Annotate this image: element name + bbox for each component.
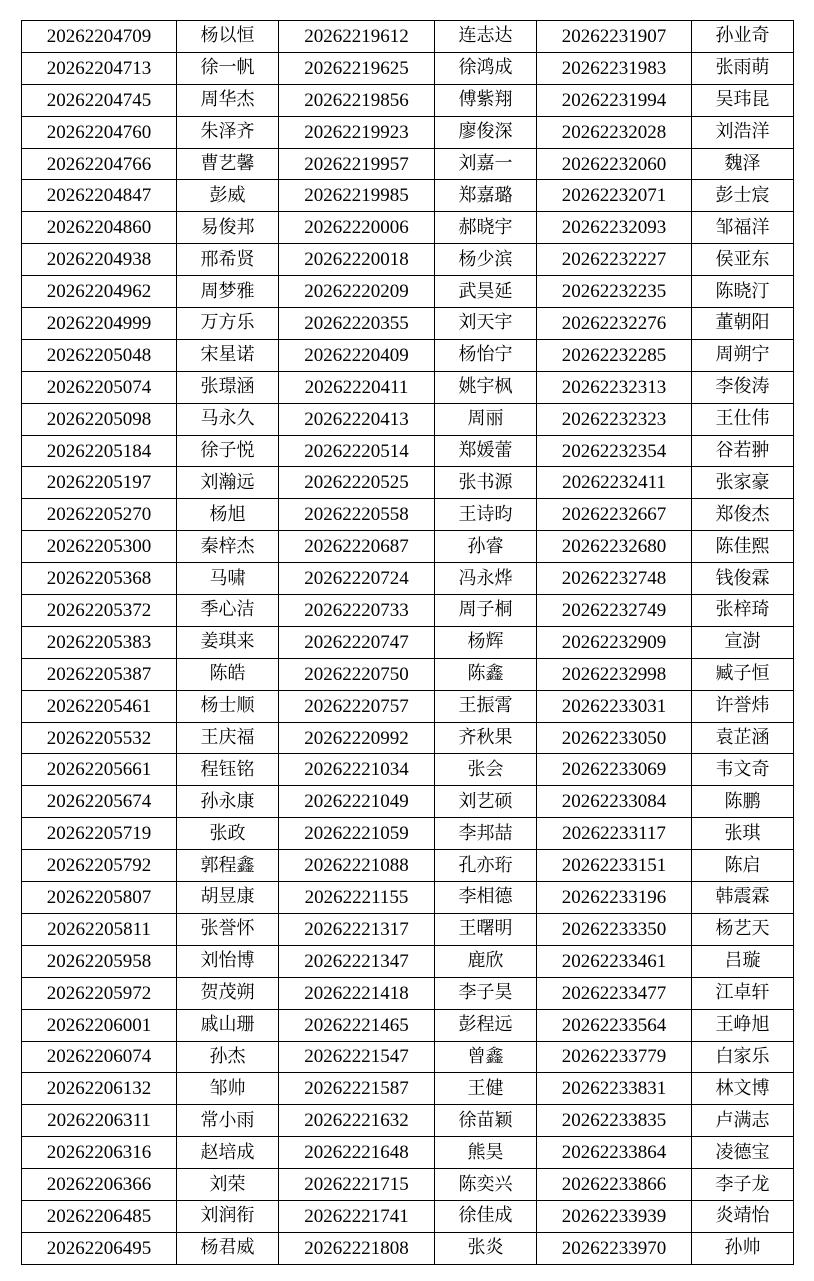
student-name-cell: 郑媛蕾 bbox=[435, 435, 537, 467]
student-id-cell: 20262233350 bbox=[537, 913, 692, 945]
student-name-cell: 徐子悦 bbox=[177, 435, 279, 467]
student-name-cell: 王峥旭 bbox=[692, 1009, 794, 1041]
student-name-cell: 李子龙 bbox=[692, 1169, 794, 1201]
student-id-cell: 20262205972 bbox=[22, 977, 177, 1009]
student-id-cell: 20262233779 bbox=[537, 1041, 692, 1073]
student-id-cell: 20262206366 bbox=[22, 1169, 177, 1201]
student-id-cell: 20262232411 bbox=[537, 467, 692, 499]
table-row bbox=[22, 595, 794, 627]
student-id-cell: 20262232028 bbox=[537, 116, 692, 148]
student-id-cell: 20262219923 bbox=[279, 116, 435, 148]
student-name-cell: 江卓轩 bbox=[692, 977, 794, 1009]
student-name-cell: 许誉炜 bbox=[692, 690, 794, 722]
student-id-cell: 20262232667 bbox=[537, 499, 692, 531]
student-name-cell: 侯亚东 bbox=[692, 244, 794, 276]
student-name-cell: 王仕伟 bbox=[692, 403, 794, 435]
table-row bbox=[22, 148, 794, 180]
student-id-cell: 20262221587 bbox=[279, 1073, 435, 1105]
student-name-cell: 杨士顺 bbox=[177, 690, 279, 722]
student-name-cell: 凌德宝 bbox=[692, 1137, 794, 1169]
student-name-cell: 程钰铭 bbox=[177, 754, 279, 786]
student-name-cell: 徐苗颖 bbox=[435, 1105, 537, 1137]
table-row bbox=[22, 21, 794, 53]
student-id-cell: 20262233564 bbox=[537, 1009, 692, 1041]
student-id-cell: 20262219957 bbox=[279, 148, 435, 180]
table-row bbox=[22, 435, 794, 467]
student-id-cell: 20262233835 bbox=[537, 1105, 692, 1137]
student-id-cell: 20262219856 bbox=[279, 84, 435, 116]
table-row bbox=[22, 1137, 794, 1169]
student-name-cell: 刘嘉一 bbox=[435, 148, 537, 180]
student-name-cell: 陈佳熙 bbox=[692, 531, 794, 563]
table-row bbox=[22, 403, 794, 435]
student-id-cell: 20262232276 bbox=[537, 308, 692, 340]
table-row bbox=[22, 531, 794, 563]
student-id-cell: 20262232749 bbox=[537, 595, 692, 627]
student-id-cell: 20262232354 bbox=[537, 435, 692, 467]
student-name-cell: 孙帅 bbox=[692, 1232, 794, 1264]
student-id-cell: 20262233461 bbox=[537, 945, 692, 977]
student-id-cell: 20262219612 bbox=[279, 21, 435, 53]
student-id-cell: 20262204847 bbox=[22, 180, 177, 212]
student-id-cell: 20262205792 bbox=[22, 850, 177, 882]
table-row bbox=[22, 1200, 794, 1232]
student-name-cell: 郝晓宇 bbox=[435, 212, 537, 244]
student-name-cell: 韩震霖 bbox=[692, 882, 794, 914]
student-name-cell: 姚宇枫 bbox=[435, 371, 537, 403]
student-name-cell: 周丽 bbox=[435, 403, 537, 435]
student-name-cell: 鹿欣 bbox=[435, 945, 537, 977]
table-row bbox=[22, 913, 794, 945]
student-name-cell: 廖俊深 bbox=[435, 116, 537, 148]
student-id-cell: 20262205184 bbox=[22, 435, 177, 467]
student-id-cell: 20262221632 bbox=[279, 1105, 435, 1137]
student-name-cell: 陈鑫 bbox=[435, 658, 537, 690]
student-name-cell: 张会 bbox=[435, 754, 537, 786]
table-row bbox=[22, 1232, 794, 1264]
student-name-cell: 曾鑫 bbox=[435, 1041, 537, 1073]
student-name-cell: 孙睿 bbox=[435, 531, 537, 563]
student-id-cell: 20262205383 bbox=[22, 626, 177, 658]
student-id-cell: 20262232909 bbox=[537, 626, 692, 658]
roster-table bbox=[21, 20, 794, 1265]
student-name-cell: 张家豪 bbox=[692, 467, 794, 499]
student-id-cell: 20262204745 bbox=[22, 84, 177, 116]
student-name-cell: 李子昊 bbox=[435, 977, 537, 1009]
student-id-cell: 20262205098 bbox=[22, 403, 177, 435]
student-id-cell: 20262232748 bbox=[537, 563, 692, 595]
student-name-cell: 宣澍 bbox=[692, 626, 794, 658]
student-name-cell: 谷若翀 bbox=[692, 435, 794, 467]
student-id-cell: 20262205197 bbox=[22, 467, 177, 499]
student-name-cell: 臧子恒 bbox=[692, 658, 794, 690]
student-id-cell: 20262221034 bbox=[279, 754, 435, 786]
roster-body bbox=[22, 21, 794, 1265]
student-id-cell: 20262205300 bbox=[22, 531, 177, 563]
student-name-cell: 周梦雅 bbox=[177, 276, 279, 308]
table-row bbox=[22, 945, 794, 977]
student-name-cell: 刘艺硕 bbox=[435, 786, 537, 818]
student-id-cell: 20262232093 bbox=[537, 212, 692, 244]
table-row bbox=[22, 52, 794, 84]
student-name-cell: 林文博 bbox=[692, 1073, 794, 1105]
student-name-cell: 白家乐 bbox=[692, 1041, 794, 1073]
student-name-cell: 孔亦珩 bbox=[435, 850, 537, 882]
student-name-cell: 齐秋果 bbox=[435, 722, 537, 754]
student-id-cell: 20262232071 bbox=[537, 180, 692, 212]
student-name-cell: 吴玮昆 bbox=[692, 84, 794, 116]
student-name-cell: 周子桐 bbox=[435, 595, 537, 627]
student-name-cell: 冯永烨 bbox=[435, 563, 537, 595]
student-id-cell: 20262232680 bbox=[537, 531, 692, 563]
student-name-cell: 季心洁 bbox=[177, 595, 279, 627]
student-id-cell: 20262220525 bbox=[279, 467, 435, 499]
student-name-cell: 张璟涵 bbox=[177, 371, 279, 403]
student-id-cell: 20262221049 bbox=[279, 786, 435, 818]
student-id-cell: 20262220687 bbox=[279, 531, 435, 563]
student-name-cell: 杨艺天 bbox=[692, 913, 794, 945]
student-name-cell: 王庆福 bbox=[177, 722, 279, 754]
student-id-cell: 20262220558 bbox=[279, 499, 435, 531]
table-row bbox=[22, 563, 794, 595]
student-name-cell: 戚山珊 bbox=[177, 1009, 279, 1041]
student-name-cell: 吕璇 bbox=[692, 945, 794, 977]
student-name-cell: 袁芷涵 bbox=[692, 722, 794, 754]
student-id-cell: 20262206132 bbox=[22, 1073, 177, 1105]
student-name-cell: 陈晓汀 bbox=[692, 276, 794, 308]
student-id-cell: 20262232285 bbox=[537, 339, 692, 371]
student-name-cell: 曹艺馨 bbox=[177, 148, 279, 180]
student-name-cell: 魏泽 bbox=[692, 148, 794, 180]
student-id-cell: 20262221808 bbox=[279, 1232, 435, 1264]
student-name-cell: 刘天宇 bbox=[435, 308, 537, 340]
table-row bbox=[22, 977, 794, 1009]
table-row bbox=[22, 786, 794, 818]
student-id-cell: 20262221155 bbox=[279, 882, 435, 914]
student-id-cell: 20262221547 bbox=[279, 1041, 435, 1073]
student-id-cell: 20262233031 bbox=[537, 690, 692, 722]
student-id-cell: 20262221741 bbox=[279, 1200, 435, 1232]
student-id-cell: 20262231983 bbox=[537, 52, 692, 84]
student-name-cell: 杨少滨 bbox=[435, 244, 537, 276]
student-id-cell: 20262220413 bbox=[279, 403, 435, 435]
student-name-cell: 彭士宸 bbox=[692, 180, 794, 212]
student-name-cell: 秦梓杰 bbox=[177, 531, 279, 563]
student-name-cell: 杨君威 bbox=[177, 1232, 279, 1264]
student-id-cell: 20262205368 bbox=[22, 563, 177, 595]
table-row bbox=[22, 467, 794, 499]
student-id-cell: 20262233866 bbox=[537, 1169, 692, 1201]
table-row bbox=[22, 276, 794, 308]
student-name-cell: 刘怡博 bbox=[177, 945, 279, 977]
student-name-cell: 彭程远 bbox=[435, 1009, 537, 1041]
student-name-cell: 宋星诺 bbox=[177, 339, 279, 371]
student-name-cell: 炎靖怡 bbox=[692, 1200, 794, 1232]
table-row bbox=[22, 850, 794, 882]
student-id-cell: 20262204999 bbox=[22, 308, 177, 340]
student-name-cell: 钱俊霖 bbox=[692, 563, 794, 595]
table-row bbox=[22, 308, 794, 340]
student-name-cell: 刘荣 bbox=[177, 1169, 279, 1201]
student-name-cell: 邹帅 bbox=[177, 1073, 279, 1105]
table-row bbox=[22, 116, 794, 148]
student-id-cell: 20262204760 bbox=[22, 116, 177, 148]
student-id-cell: 20262206495 bbox=[22, 1232, 177, 1264]
table-row bbox=[22, 754, 794, 786]
student-id-cell: 20262220724 bbox=[279, 563, 435, 595]
student-name-cell: 陈皓 bbox=[177, 658, 279, 690]
student-name-cell: 孙杰 bbox=[177, 1041, 279, 1073]
student-name-cell: 邹福洋 bbox=[692, 212, 794, 244]
student-name-cell: 陈启 bbox=[692, 850, 794, 882]
table-row bbox=[22, 1041, 794, 1073]
student-name-cell: 胡昱康 bbox=[177, 882, 279, 914]
student-id-cell: 20262205048 bbox=[22, 339, 177, 371]
student-name-cell: 连志达 bbox=[435, 21, 537, 53]
student-id-cell: 20262204709 bbox=[22, 21, 177, 53]
student-id-cell: 20262233196 bbox=[537, 882, 692, 914]
student-id-cell: 20262232060 bbox=[537, 148, 692, 180]
student-id-cell: 20262205532 bbox=[22, 722, 177, 754]
student-name-cell: 马啸 bbox=[177, 563, 279, 595]
table-row bbox=[22, 84, 794, 116]
student-name-cell: 董朝阳 bbox=[692, 308, 794, 340]
student-name-cell: 杨辉 bbox=[435, 626, 537, 658]
table-row bbox=[22, 180, 794, 212]
student-id-cell: 20262233831 bbox=[537, 1073, 692, 1105]
student-name-cell: 李邦喆 bbox=[435, 818, 537, 850]
student-id-cell: 20262220747 bbox=[279, 626, 435, 658]
student-name-cell: 郑俊杰 bbox=[692, 499, 794, 531]
student-id-cell: 20262221059 bbox=[279, 818, 435, 850]
student-name-cell: 刘瀚远 bbox=[177, 467, 279, 499]
student-name-cell: 张炎 bbox=[435, 1232, 537, 1264]
student-id-cell: 20262220209 bbox=[279, 276, 435, 308]
student-name-cell: 杨怡宁 bbox=[435, 339, 537, 371]
student-name-cell: 周华杰 bbox=[177, 84, 279, 116]
student-id-cell: 20262233084 bbox=[537, 786, 692, 818]
student-id-cell: 20262206316 bbox=[22, 1137, 177, 1169]
student-name-cell: 张梓琦 bbox=[692, 595, 794, 627]
student-name-cell: 郑嘉璐 bbox=[435, 180, 537, 212]
table-row bbox=[22, 1073, 794, 1105]
table-row bbox=[22, 1009, 794, 1041]
table-row bbox=[22, 626, 794, 658]
student-name-cell: 李相德 bbox=[435, 882, 537, 914]
student-id-cell: 20262204962 bbox=[22, 276, 177, 308]
student-id-cell: 20262220757 bbox=[279, 690, 435, 722]
student-name-cell: 马永久 bbox=[177, 403, 279, 435]
student-id-cell: 20262206485 bbox=[22, 1200, 177, 1232]
student-id-cell: 20262204860 bbox=[22, 212, 177, 244]
student-id-cell: 20262221418 bbox=[279, 977, 435, 1009]
student-id-cell: 20262205719 bbox=[22, 818, 177, 850]
student-name-cell: 朱泽齐 bbox=[177, 116, 279, 148]
student-name-cell: 孙永康 bbox=[177, 786, 279, 818]
student-id-cell: 20262232998 bbox=[537, 658, 692, 690]
student-name-cell: 郭程鑫 bbox=[177, 850, 279, 882]
student-id-cell: 20262221317 bbox=[279, 913, 435, 945]
student-id-cell: 20262233939 bbox=[537, 1200, 692, 1232]
student-name-cell: 周朔宁 bbox=[692, 339, 794, 371]
student-id-cell: 20262205674 bbox=[22, 786, 177, 818]
student-id-cell: 20262219625 bbox=[279, 52, 435, 84]
student-id-cell: 20262221648 bbox=[279, 1137, 435, 1169]
student-name-cell: 常小雨 bbox=[177, 1105, 279, 1137]
student-id-cell: 20262233970 bbox=[537, 1232, 692, 1264]
student-name-cell: 王诗昀 bbox=[435, 499, 537, 531]
student-name-cell: 韦文奇 bbox=[692, 754, 794, 786]
student-name-cell: 王曙明 bbox=[435, 913, 537, 945]
student-id-cell: 20262204713 bbox=[22, 52, 177, 84]
student-id-cell: 20262205270 bbox=[22, 499, 177, 531]
student-id-cell: 20262204766 bbox=[22, 148, 177, 180]
student-id-cell: 20262205372 bbox=[22, 595, 177, 627]
student-name-cell: 张琪 bbox=[692, 818, 794, 850]
table-row bbox=[22, 722, 794, 754]
student-name-cell: 刘浩洋 bbox=[692, 116, 794, 148]
student-name-cell: 杨以恒 bbox=[177, 21, 279, 53]
student-name-cell: 杨旭 bbox=[177, 499, 279, 531]
student-name-cell: 李俊涛 bbox=[692, 371, 794, 403]
student-name-cell: 王健 bbox=[435, 1073, 537, 1105]
student-id-cell: 20262221715 bbox=[279, 1169, 435, 1201]
student-id-cell: 20262220733 bbox=[279, 595, 435, 627]
student-name-cell: 万方乐 bbox=[177, 308, 279, 340]
student-id-cell: 20262233477 bbox=[537, 977, 692, 1009]
student-name-cell: 姜琪来 bbox=[177, 626, 279, 658]
student-name-cell: 陈鹏 bbox=[692, 786, 794, 818]
table-row bbox=[22, 212, 794, 244]
student-id-cell: 20262219985 bbox=[279, 180, 435, 212]
student-name-cell: 陈奕兴 bbox=[435, 1169, 537, 1201]
student-id-cell: 20262220750 bbox=[279, 658, 435, 690]
student-name-cell: 张誉怀 bbox=[177, 913, 279, 945]
student-id-cell: 20262232313 bbox=[537, 371, 692, 403]
table-row bbox=[22, 882, 794, 914]
table-row bbox=[22, 244, 794, 276]
student-id-cell: 20262205958 bbox=[22, 945, 177, 977]
student-id-cell: 20262206001 bbox=[22, 1009, 177, 1041]
student-name-cell: 徐鸿成 bbox=[435, 52, 537, 84]
student-id-cell: 20262206074 bbox=[22, 1041, 177, 1073]
table-row bbox=[22, 371, 794, 403]
student-name-cell: 卢满志 bbox=[692, 1105, 794, 1137]
student-id-cell: 20262220411 bbox=[279, 371, 435, 403]
student-id-cell: 20262205807 bbox=[22, 882, 177, 914]
table-row bbox=[22, 658, 794, 690]
student-name-cell: 邢希贤 bbox=[177, 244, 279, 276]
student-name-cell: 刘润衔 bbox=[177, 1200, 279, 1232]
table-row bbox=[22, 818, 794, 850]
student-id-cell: 20262220514 bbox=[279, 435, 435, 467]
table-row bbox=[22, 1105, 794, 1137]
student-name-cell: 孙业奇 bbox=[692, 21, 794, 53]
student-id-cell: 20262221088 bbox=[279, 850, 435, 882]
table-row bbox=[22, 690, 794, 722]
student-id-cell: 20262233864 bbox=[537, 1137, 692, 1169]
student-id-cell: 20262205461 bbox=[22, 690, 177, 722]
student-id-cell: 20262231994 bbox=[537, 84, 692, 116]
student-id-cell: 20262220018 bbox=[279, 244, 435, 276]
student-name-cell: 武昊延 bbox=[435, 276, 537, 308]
student-id-cell: 20262233117 bbox=[537, 818, 692, 850]
student-name-cell: 熊昊 bbox=[435, 1137, 537, 1169]
student-id-cell: 20262220992 bbox=[279, 722, 435, 754]
student-id-cell: 20262205811 bbox=[22, 913, 177, 945]
table-row bbox=[22, 1169, 794, 1201]
student-name-cell: 张政 bbox=[177, 818, 279, 850]
student-id-cell: 20262206311 bbox=[22, 1105, 177, 1137]
student-name-cell: 徐一帆 bbox=[177, 52, 279, 84]
student-name-cell: 张雨萌 bbox=[692, 52, 794, 84]
student-name-cell: 徐佳成 bbox=[435, 1200, 537, 1232]
student-name-cell: 张书源 bbox=[435, 467, 537, 499]
student-id-cell: 20262221347 bbox=[279, 945, 435, 977]
student-id-cell: 20262232323 bbox=[537, 403, 692, 435]
student-id-cell: 20262231907 bbox=[537, 21, 692, 53]
student-id-cell: 20262233151 bbox=[537, 850, 692, 882]
student-id-cell: 20262205387 bbox=[22, 658, 177, 690]
student-id-cell: 20262233069 bbox=[537, 754, 692, 786]
student-id-cell: 20262220355 bbox=[279, 308, 435, 340]
student-id-cell: 20262205074 bbox=[22, 371, 177, 403]
student-name-cell: 傅紫翔 bbox=[435, 84, 537, 116]
table-row bbox=[22, 339, 794, 371]
student-name-cell: 彭威 bbox=[177, 180, 279, 212]
student-name-cell: 王振霄 bbox=[435, 690, 537, 722]
student-id-cell: 20262205661 bbox=[22, 754, 177, 786]
table-row bbox=[22, 499, 794, 531]
student-name-cell: 贺茂朔 bbox=[177, 977, 279, 1009]
student-id-cell: 20262221465 bbox=[279, 1009, 435, 1041]
student-id-cell: 20262204938 bbox=[22, 244, 177, 276]
student-id-cell: 20262232235 bbox=[537, 276, 692, 308]
student-id-cell: 20262232227 bbox=[537, 244, 692, 276]
student-name-cell: 赵培成 bbox=[177, 1137, 279, 1169]
student-name-cell: 易俊邦 bbox=[177, 212, 279, 244]
student-id-cell: 20262220006 bbox=[279, 212, 435, 244]
student-id-cell: 20262233050 bbox=[537, 722, 692, 754]
student-id-cell: 20262220409 bbox=[279, 339, 435, 371]
